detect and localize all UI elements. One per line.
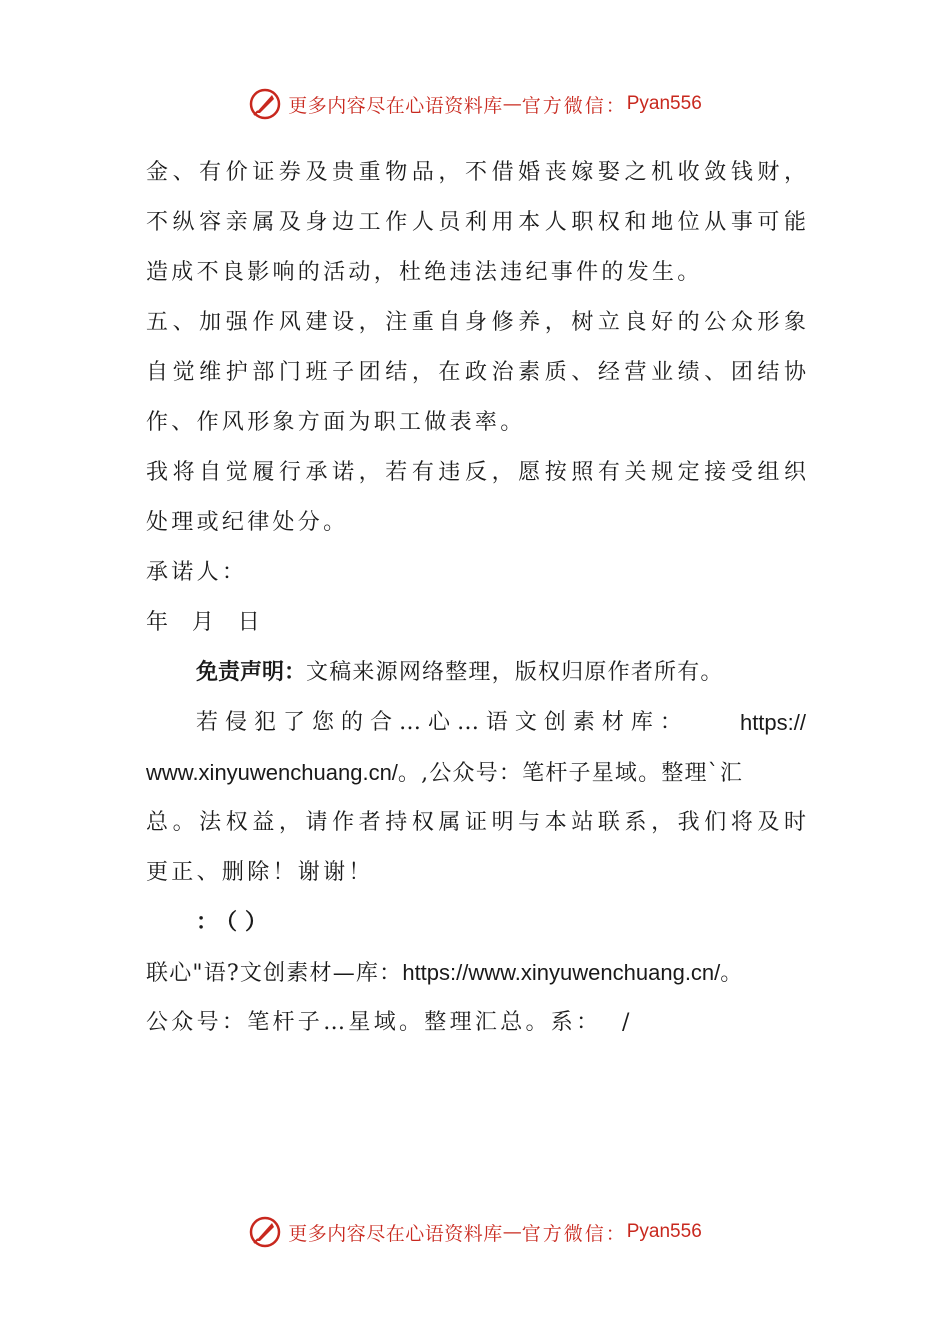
date-label: 年 月 日 — [146, 610, 264, 635]
header-banner — [0, 84, 950, 124]
body-line: 处理或纪律处分。 — [146, 510, 349, 535]
banner-title: 更多内容尽在心语资料库 — [288, 94, 503, 117]
disclaimer-line — [146, 698, 806, 748]
disclaimer-line: 更正、删除！谢谢！ — [146, 860, 374, 885]
banner-wechat-label: 官方微信： — [521, 94, 627, 117]
disclaimer-line — [146, 748, 806, 798]
banner-wechat-id: Pyan556 — [626, 93, 702, 114]
contact-url: https://www.xinyuwenchuang.cn/ — [402, 960, 721, 985]
paren-line: ：（） — [196, 910, 276, 935]
disclaimer-line2-rest: 。,公众号：笔杆子星域。整理`汇 — [397, 761, 744, 786]
quill-logo-icon — [248, 87, 282, 121]
banner-wechat-id: Pyan556 — [626, 1221, 702, 1242]
body-line: 作、作风形象方面为职工做表率。 — [146, 410, 526, 435]
contact-prefix: 联心"语?文创素材—库： — [146, 961, 403, 986]
banner-wechat-label: 官方微信： — [521, 1222, 627, 1245]
body-line: 自觉维护部门班子团结，在政治素质、经营业绩、团结协 — [146, 360, 806, 385]
banner-separator: — — [502, 93, 522, 115]
banner-title: 更多内容尽在心语资料库 — [288, 1222, 503, 1245]
promiser-label: 承诺人： — [146, 560, 248, 585]
body-line: 不纵容亲属及身边工作人员利用本人职权和地位从事可能 — [146, 210, 806, 235]
body-line: 造成不良影响的活动，杜绝违法违纪事件的发生。 — [146, 260, 703, 285]
disclaimer-text: 文稿来源网络整理，版权归原作者所有。 — [306, 660, 724, 685]
contact-suffix: 。 — [720, 961, 744, 986]
disclaimer-line — [146, 648, 806, 698]
body-line: 我将自觉履行承诺，若有违反，愿按照有关规定接受组织 — [146, 460, 806, 485]
banner-separator: — — [502, 1221, 522, 1243]
disclaimer-line1-url: https:// — [739, 710, 806, 735]
body-line: 五、加强作风建设，注重自身修养，树立良好的公众形象 — [146, 310, 806, 335]
disclaimer-label: 免责声明： — [196, 660, 307, 685]
disclaimer-line: 总。法权益，请作者持权属证明与本站联系，我们将及时 — [146, 810, 806, 835]
last-line: 公众号：笔杆子…星域。整理汇总。系： / — [146, 1010, 633, 1035]
body-line: 金、有价证券及贵重物品，不借婚丧嫁娶之机收敛钱财， — [146, 160, 806, 185]
document-body — [146, 148, 806, 1048]
disclaimer-line2-url: www.xinyuwenchuang.cn/ — [146, 760, 398, 785]
quill-logo-icon — [248, 1215, 282, 1249]
disclaimer-line1-prefix: 若 侵 犯 了 您 的 合 … 心 … 语 文 创 素 材 库 ： — [196, 710, 682, 735]
footer-banner — [0, 1212, 950, 1252]
contact-line — [146, 948, 806, 998]
